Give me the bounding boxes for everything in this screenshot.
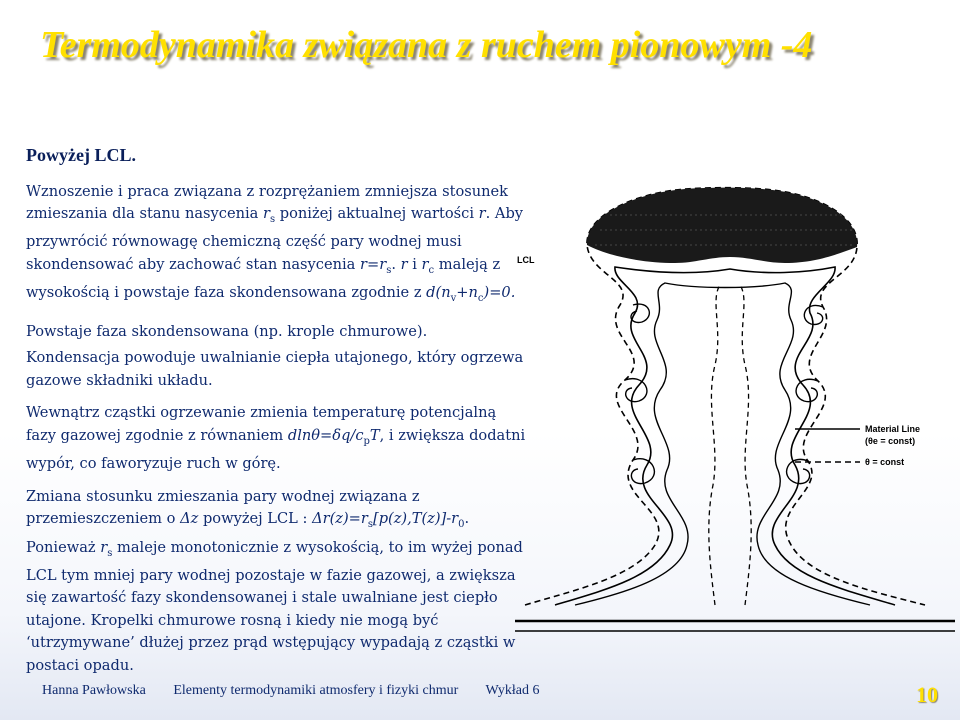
p1-formula-2-sub: c [477, 293, 484, 305]
p1-text-1: Wznoszenie i praca związana z rozprężaniem zmniejsza stosunek zmieszania dla stanu nasycenia [26, 182, 509, 222]
p1-text-5: i [407, 255, 422, 273]
condensed-cap [587, 188, 857, 263]
p5-rs-sub: s [107, 547, 113, 559]
p5-text-4: maleje monotonicznie z wysokością, to im wyżej ponad LCL tym mniej pary wodnej pozostaje w fazie gazowej, a zwiększa się zawartość fazy skondensowanej i stale uwalniane jest ciepło utajone. Kropelki chmurowe rosną i kiedy nie mogą być ‘utrzymywane’ dłużej przez prąd wstępujący wypadają z cząstki w postaci opadu. [26, 538, 523, 674]
paragraph-1 [26, 181, 526, 311]
cloud-parcel-figure [515, 185, 960, 645]
footer-course: Elementy termodynamiki atmosfery i fizyki chmur [173, 683, 459, 698]
p1-text-2: poniżej aktualnej wartości [275, 205, 479, 222]
legend-material-line: Material Line [865, 424, 921, 434]
legend-theta-e-const: (θe = const) [865, 436, 916, 446]
p1-formula-1-sub: v [450, 293, 457, 305]
p5-formula-2-sub: 0 [458, 519, 465, 531]
p4-formula-1-sub: p [363, 435, 370, 447]
p1-eq: r=r [360, 255, 387, 273]
p5-rs: r [100, 538, 108, 556]
footer-lecture: Wykład 6 [485, 683, 540, 698]
page-number: 10 [916, 682, 938, 707]
slide-title: Termodynamika związana z ruchem pionowym -4 [40, 24, 813, 66]
p1-r2: r [400, 255, 408, 273]
p4-text-1: Wewnątrz cząstki ogrzewanie zmienia temperaturę potencjalną fazy gazowej zgodnie z równaniem [26, 404, 497, 444]
p1-formula-3: )=0. [483, 284, 516, 302]
p1-formula-1: d(n [426, 284, 451, 302]
p1-text-3: . Aby przywrócić równowagę chemiczną część pary wodnej musi skondensować aby zachować stan nasycenia [26, 205, 524, 273]
paragraph-2: Powstaje faza skondensowana (np. krople chmurowe). [26, 322, 428, 340]
p1-rc: r [421, 255, 429, 273]
figure-legend [795, 424, 920, 467]
p5-formula-2: [p(z),T(z)]-r [373, 510, 459, 528]
p1-r: r [478, 205, 486, 222]
legend-theta-const: θ = const [865, 457, 905, 467]
p5-dz: Δz [180, 510, 199, 528]
central-column-dashed [709, 285, 751, 605]
lcl-label: LCL [517, 255, 535, 265]
slide-footer [42, 683, 642, 699]
p4-formula-1: dlnθ=δq/c [287, 426, 364, 444]
p5-text-3: . Ponieważ [26, 510, 470, 556]
p1-text-6: maleją z wysokością i powstaje faza skondensowana zgodnie z [26, 255, 501, 302]
section-heading: Powyżej LCL. [26, 145, 136, 165]
paragraph-5 [26, 486, 526, 678]
p4-text-2: , i zwiększa dodatni wypór, co faworyzuje ruch w górę. [26, 426, 526, 473]
p1-rs: r [263, 205, 270, 222]
paragraph-4 [26, 402, 526, 475]
p1-rs-sub: s [270, 213, 276, 225]
p1-text-4: . [391, 255, 401, 273]
p1-eq-sub: s [386, 264, 392, 276]
paragraph-3: Kondensacja powoduje uwalnianie ciepła utajonego, który ogrzewa gazowe składniki układu. [26, 349, 524, 389]
material-line-outer [555, 267, 895, 605]
p1-rc-sub: c [428, 264, 435, 276]
footer-author: Hanna Pawłowska [42, 683, 146, 698]
p5-formula-1-sub: s [367, 519, 373, 531]
right-vortex-1 [804, 305, 823, 324]
left-vortex-1 [631, 304, 649, 322]
p5-text-2: powyżej LCL : [198, 510, 313, 528]
p5-text-1: Zmiana stosunku zmieszania pary wodnej związana z przemieszczeniem o [26, 487, 420, 528]
p5-formula-1: Δr(z)=r [312, 510, 368, 528]
slide-body [26, 144, 526, 687]
p1-formula-2: +n [456, 284, 478, 302]
p4-formula-2: T [369, 426, 380, 444]
